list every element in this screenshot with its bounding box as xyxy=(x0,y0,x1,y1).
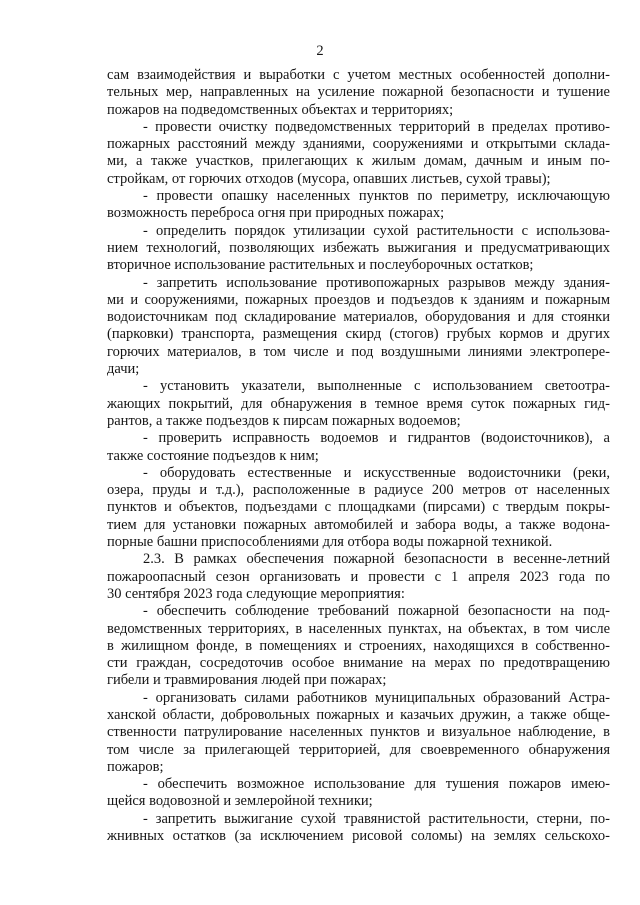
text-line: ми, а также участков, прилегающих к жилым домам, дачным и иным по- xyxy=(107,153,610,170)
paragraph xyxy=(107,776,610,811)
page-number: 2 xyxy=(316,43,324,59)
text-line: сти граждан, сосредоточив особое внимание на мерах по предотвращению xyxy=(107,655,610,672)
text-line: также состояние подъездов к ним; xyxy=(107,447,319,464)
paragraph xyxy=(107,551,610,603)
text-line: вторичное использование растительных и послеуборочных остатков; xyxy=(107,257,534,274)
text-line: жнивных остатков (за исключением рисовой соломы) на землях сельскохо- xyxy=(107,828,610,845)
text-line: 2.3. В рамках обеспечения пожарной безопасности в весенне-летний xyxy=(143,551,610,568)
text-line: - запретить выжигание сухой травянистой растительности, стерни, по- xyxy=(143,810,610,827)
text-line: - обеспечить возможное использование для тушения пожаров имею- xyxy=(143,776,610,793)
text-line: пунктов и объектов, подъездами с площадками (пирсами) с твердым покры- xyxy=(107,499,610,516)
text-line: 30 сентября 2023 года следующие мероприятия: xyxy=(107,585,405,602)
paragraph xyxy=(107,275,610,379)
text-line: жающих покрытий, для обнаружения в темное время суток пожарных гид- xyxy=(107,395,610,412)
paragraph xyxy=(107,690,610,776)
text-line: стройкам, от горючих отходов (мусора, опавших листьев, сухой травы); xyxy=(107,170,551,187)
text-line: порные башни приспособлениями для отбора воды пожарной техникой. xyxy=(107,534,553,551)
text-line: тельных мер, направленных на усиление пожарной безопасности и тушение xyxy=(107,84,610,101)
paragraph xyxy=(107,603,610,689)
document-body xyxy=(107,67,610,845)
text-line: ведомственных территориях, в населенных пунктах, на объектах, в том числе xyxy=(107,620,610,637)
text-line: - провести очистку подведомственных территорий в пределах противо- xyxy=(143,118,610,135)
text-line: - организовать силами работников муниципальных образований Астра- xyxy=(143,689,610,706)
text-line: - определить порядок утилизации сухой растительности с использова- xyxy=(143,222,610,239)
text-line: сам взаимодействия и выработки с учетом местных особенностей дополни- xyxy=(107,67,610,83)
text-line: в жилищном фонде, в помещениях и строениях, находящихся в собственно- xyxy=(107,637,610,654)
paragraph xyxy=(107,223,610,275)
text-line: - оборудовать естественные и искусственные водоисточники (реки, xyxy=(143,464,610,481)
paragraph xyxy=(107,67,610,119)
text-line: дачи; xyxy=(107,361,140,378)
text-line: - проверить исправность водоемов и гидрантов (водоисточников), а xyxy=(143,430,610,447)
text-line: ханской области, добровольных пожарных и казачьих дружин, а также обще- xyxy=(107,706,610,723)
text-line: ственности патрулирование населенных пунктов и визуальное наблюдение, в xyxy=(107,724,610,741)
text-line: - установить указатели, выполненные с использованием светоотра- xyxy=(143,378,610,395)
text-line: водоисточникам под складирование материалов, оборудования и для стоянки xyxy=(107,309,610,326)
paragraph xyxy=(107,378,610,430)
text-line: пожароопасный сезон организовать и провести с 1 апреля 2023 года по xyxy=(107,568,610,585)
text-line: - запретить использование противопожарных разрывов между здания- xyxy=(143,274,610,291)
text-line: - провести опашку населенных пунктов по периметру, исключающую xyxy=(143,188,610,205)
text-line: пожаров на подведомственных объектах и территориях; xyxy=(107,101,454,118)
text-line: том числе за прилегающей территорией, для своевременного обнаружения xyxy=(107,741,610,758)
text-line: озера, пруды и т.д.), расположенные в радиусе 200 метров от населенных xyxy=(107,482,610,499)
text-line: тием для установки пожарных автомобилей и забора воды, а также водона- xyxy=(107,516,610,533)
paragraph xyxy=(107,430,610,465)
text-line: возможность переброса огня при природных пожарах; xyxy=(107,205,445,222)
text-line: пожаров; xyxy=(107,758,164,775)
paragraph xyxy=(107,811,610,846)
paragraph xyxy=(107,188,610,223)
text-line: щейся водовозной и землеройной техники; xyxy=(107,793,373,810)
text-line: (парковки) транспорта, размещения скирд (стогов) грубых кормов и других xyxy=(107,326,610,343)
paragraph xyxy=(107,465,610,551)
text-line: горючих материалов, в том числе и под воздушными линиями электропере- xyxy=(107,343,610,360)
text-line: гибели и травмирования людей при пожарах; xyxy=(107,672,387,689)
text-line: нием технологий, позволяющих избежать выжигания и предусматривающих xyxy=(107,239,610,256)
text-line: ми и сооружениями, пожарных проездов и подъездов к зданиям и пожарным xyxy=(107,291,610,308)
text-line: рантов, а также подъездов к пирсам пожарных водоемов; xyxy=(107,412,461,429)
text-line: пожарных расстояний между зданиями, сооружениями и открытыми склада- xyxy=(107,136,610,153)
paragraph xyxy=(107,119,610,188)
text-line: - обеспечить соблюдение требований пожарной безопасности на под- xyxy=(143,603,610,620)
